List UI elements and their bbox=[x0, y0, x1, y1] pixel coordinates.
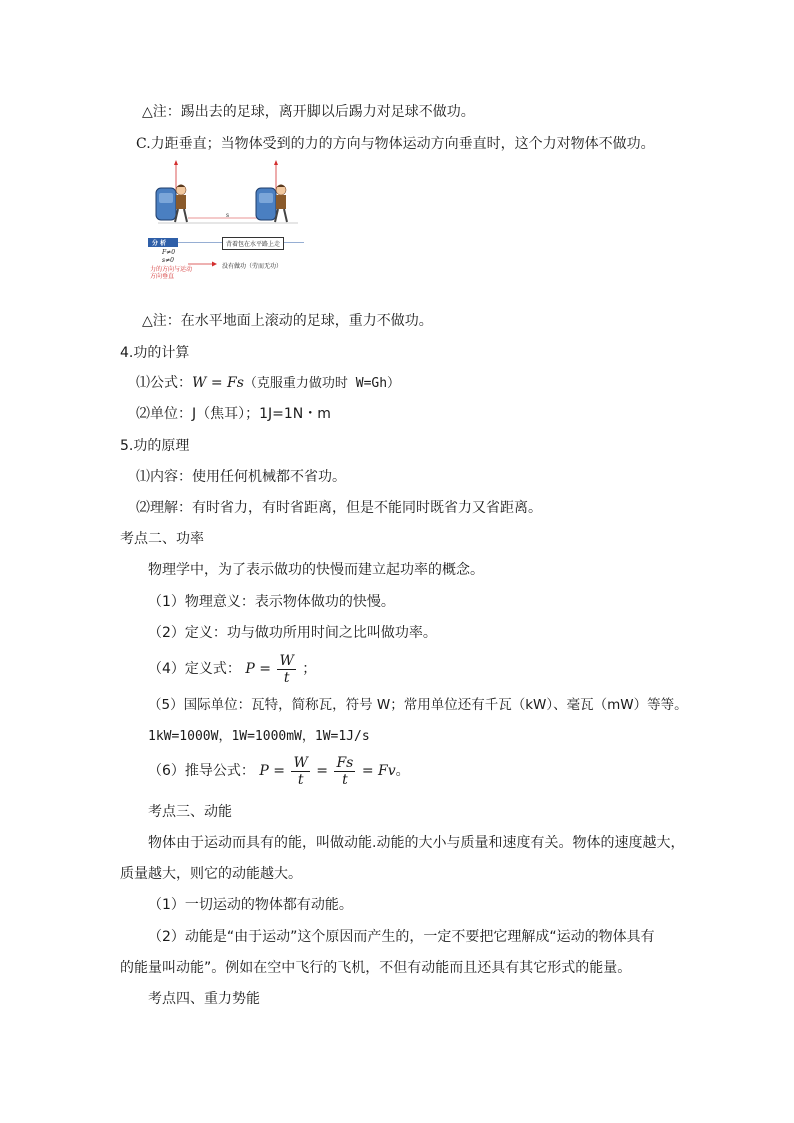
def-formula-numerator: W bbox=[279, 652, 294, 669]
kp3-title: 考点三、动能 bbox=[148, 804, 232, 820]
derived-prefix: （6）推导公式： bbox=[148, 763, 255, 779]
derived-fraction-2 bbox=[334, 755, 355, 788]
s-mark: s bbox=[226, 212, 230, 219]
formula-suffix: （克服重力做功时 W=Gh） bbox=[243, 376, 401, 391]
s-not-zero: s≠0 bbox=[162, 257, 174, 264]
derived-p: P = bbox=[259, 763, 285, 779]
figure-caption: 背着包在水平路上走 bbox=[222, 237, 284, 250]
kp2-intro: 物理学中，为了表示做功的快慢而建立起功率的概念。 bbox=[148, 562, 484, 578]
item-force-perpendicular: C.力距垂直；当物体受到的力的方向与物体运动方向垂直时，这个力对物体不做功。 bbox=[136, 136, 655, 152]
section-5-title: 5.功的原理 bbox=[120, 438, 190, 454]
hiker-left-icon bbox=[156, 160, 187, 222]
def-formula-p: P = bbox=[245, 661, 271, 677]
kp3-item2-line1: （2）动能是“由于运动”这个原因而产生的，一定不要把它理解成“运动的物体具有 bbox=[148, 929, 655, 945]
formula-w-fs: W = Fs bbox=[192, 375, 244, 391]
kp2-derived-formula bbox=[148, 754, 410, 788]
derived-den-2: t bbox=[342, 771, 348, 788]
kp3-item1: （1）一切运动的物体都有动能。 bbox=[148, 897, 353, 913]
kp2-title: 考点二、功率 bbox=[120, 531, 204, 547]
red-note: 力的方向与运动方向垂直 bbox=[150, 266, 193, 280]
analysis-label: 分 析 bbox=[152, 240, 167, 247]
backpack-walking-figure bbox=[148, 160, 304, 278]
def-formula-prefix: （4）定义式： bbox=[148, 661, 241, 677]
principle-content: ⑴内容：使用任何机械都不省功。 bbox=[136, 469, 346, 485]
unit-line: ⑵单位：J（焦耳）；1J=1N・m bbox=[136, 406, 331, 422]
result-text: 没有做功（劳而无功） bbox=[222, 263, 283, 270]
derived-fraction-1 bbox=[291, 755, 309, 788]
def-formula-fraction bbox=[277, 653, 295, 686]
kp2-def-formula bbox=[148, 652, 316, 686]
derived-eq: = bbox=[316, 763, 329, 779]
f-not-zero: F≠0 bbox=[162, 249, 176, 256]
principle-understanding: ⑵理解：有时省力，有时省距离，但是不能同时既省力又省距离。 bbox=[136, 500, 542, 516]
derived-num-2: Fs bbox=[336, 754, 354, 771]
derived-end: = Fv bbox=[361, 763, 396, 779]
derived-dot: 。 bbox=[395, 763, 410, 779]
derived-num-1: W bbox=[293, 754, 308, 771]
note-kicked-ball: △注：踢出去的足球，离开脚以后踢力对足球不做功。 bbox=[142, 104, 475, 120]
kp2-unit-conversion: 1kW=1000W，1W=1000mW，1W=1J/s bbox=[148, 729, 370, 744]
def-formula-end: ； bbox=[302, 661, 317, 677]
note-rolling-ball: △注：在水平地面上滚动的足球，重力不做功。 bbox=[142, 313, 433, 329]
section-4-title: 4.功的计算 bbox=[120, 345, 190, 361]
kp2-si-unit: （5）国际单位：瓦特，简称瓦，符号 W；常用单位还有千瓦（kW）、毫瓦（mW）等等。 bbox=[148, 697, 688, 713]
formula-line bbox=[136, 373, 400, 394]
kp4-title: 考点四、重力势能 bbox=[148, 991, 260, 1007]
kp3-para1-line1: 物体由于运动而具有的能，叫做动能.动能的大小与质量和速度有关。物体的速度越大， bbox=[148, 835, 685, 851]
kp3-para1-line2: 质量越大，则它的动能越大。 bbox=[120, 866, 302, 882]
def-formula-denominator: t bbox=[283, 669, 290, 686]
hiker-right-icon bbox=[256, 160, 287, 222]
derived-den-1: t bbox=[297, 771, 304, 788]
kp2-meaning: （1）物理意义：表示物体做功的快慢。 bbox=[148, 594, 395, 610]
kp3-item2-line2: 的能量叫动能”。例如在空中飞行的飞机，不但有动能而且还具有其它形式的能量。 bbox=[120, 960, 632, 976]
formula-prefix: ⑴公式： bbox=[136, 375, 192, 391]
kp2-definition: （2）定义：功与做功所用时间之比叫做功率。 bbox=[148, 625, 437, 641]
